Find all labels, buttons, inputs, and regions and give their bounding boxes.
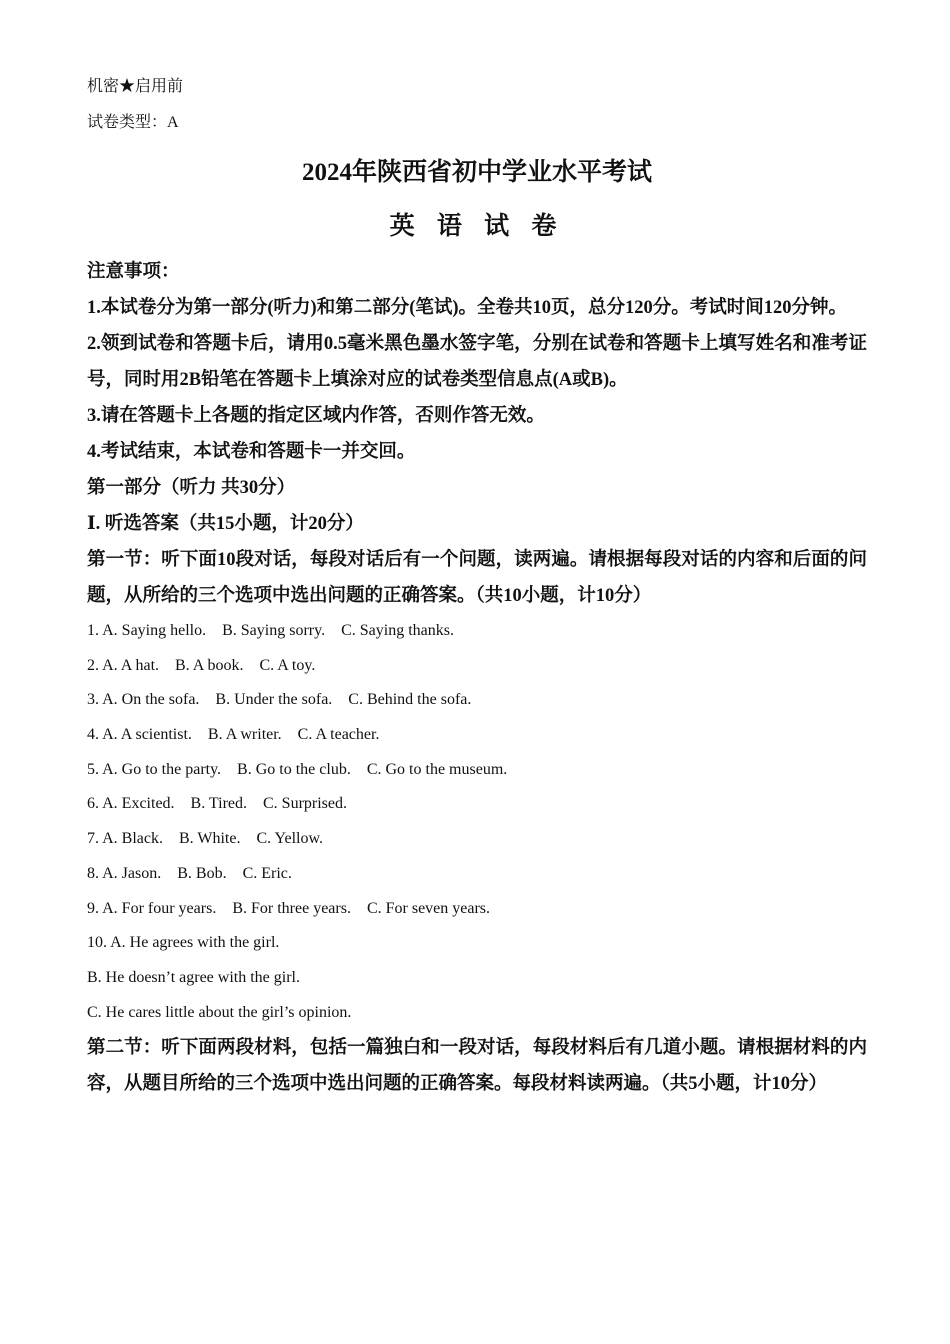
notes-heading: 注意事项： [87, 262, 180, 282]
question-item: C. He cares little about the girl’s opinion. [87, 1003, 352, 1021]
question-item: 5. A. Go to the party. B. Go to the club. C. Go to the museum. [87, 760, 508, 778]
note-item-2: 2.领到试卷和答题卡后，请用0.5毫米黑色墨水签字笔，分别在试卷和答题卡上填写姓名和准考证号，同时用2B铅笔在答题卡上填涂对应的试卷类型信息点(A或B)。 [87, 334, 867, 390]
section2-instruction: 第二节：听下面两段材料，包括一篇独白和一段对话，每段材料后有几道小题。请根据材料的内容，从题目所给的三个选项中选出问题的正确答案。每段材料读两遍。（共5小题，计10分） [87, 1037, 867, 1094]
note-item-4: 4.考试结束，本试卷和答题卡一并交回。 [87, 442, 416, 462]
exam-page [87, 76, 867, 1102]
question-item: 3. A. On the sofa. B. Under the sofa. C. Behind the sofa. [87, 691, 472, 709]
exam-title: 2024年陕西省初中学业水平考试 [301, 159, 652, 186]
question-item: 7. A. Black. B. White. C. Yellow. [87, 830, 324, 848]
question-item: 9. A. For four years. B. For three years. C. For seven years. [87, 899, 491, 917]
paper-type-label: 试卷类型：A [87, 114, 179, 131]
question-item: 4. A. A scientist. B. A writer. C. A teacher. [87, 726, 380, 744]
section1-instruction: 第一节：听下面10段对话，每段对话后有一个问题，读两遍。请根据每段对话的内容和后面的问题，从所给的三个选项中选出问题的正确答案。（共10小题，计10分） [87, 550, 867, 606]
question-item: B. He doesn’t agree with the girl. [87, 968, 300, 986]
section-i-heading: Ⅰ. 听选答案（共15小题，计20分） [87, 514, 364, 534]
confidential-label: 机密★启用前 [87, 78, 184, 95]
question-item: 1. A. Saying hello. B. Saying sorry. C. Saying thanks. [87, 622, 454, 639]
question-item: 2. A. A hat. B. A book. C. A toy. [87, 656, 316, 674]
note-item-1: 1.本试卷分为第一部分(听力)和第二部分(笔试)。全卷共10页，总分120分。考试时间120分钟。 [87, 298, 848, 318]
question-item: 6. A. Excited. B. Tired. C. Surprised. [87, 795, 348, 813]
note-item-3: 3.请在答题卡上各题的指定区域内作答，否则作答无效。 [87, 406, 545, 426]
question-item: 10. A. He agrees with the girl. [87, 934, 280, 952]
exam-subtitle: 英 语 试 卷 [389, 213, 565, 240]
question-item: 8. A. Jason. B. Bob. C. Eric. [87, 864, 292, 882]
part1-heading: 第一部分（听力 共30分） [87, 478, 296, 498]
question-list [87, 620, 867, 1024]
